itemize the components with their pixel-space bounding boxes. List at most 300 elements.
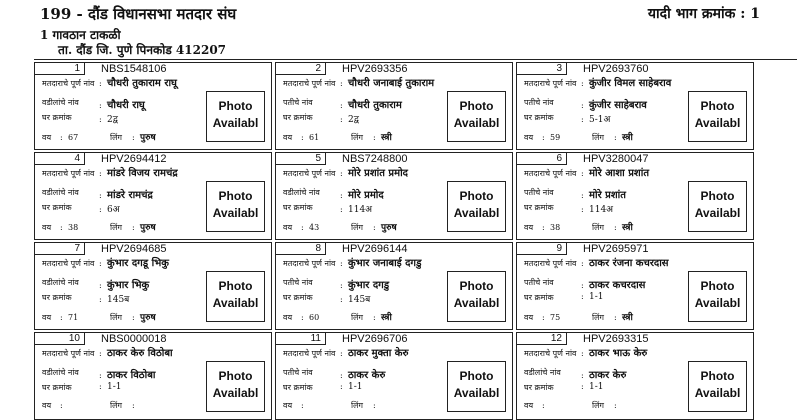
elector-name-row — [283, 169, 446, 179]
elector-name: मांडरे विजय रामचंद्र — [107, 168, 178, 179]
part-number-label: यादी भाग क्रमांक : 1 — [647, 6, 760, 22]
relation-row — [42, 97, 145, 111]
gender-value: स्त्री — [381, 133, 392, 143]
elector-name-row — [42, 349, 205, 359]
colon: : — [373, 223, 376, 232]
photo-text-line1: Photo — [459, 189, 494, 203]
gender-value: स्त्री — [622, 313, 633, 323]
colon: : — [99, 259, 102, 268]
relation-row — [524, 277, 645, 291]
colon: : — [373, 133, 376, 142]
age-label: वय — [524, 313, 534, 322]
relation-row — [283, 277, 389, 291]
voter-card — [34, 242, 272, 330]
photo-placeholder — [688, 181, 747, 232]
colon: : — [132, 313, 135, 322]
age-gender-row — [524, 130, 633, 143]
house-label: घर क्रमांक — [42, 203, 72, 212]
epic-number: HPV2694412 — [101, 153, 167, 165]
colon: : — [542, 313, 545, 322]
photo-text-line2: Availabl — [212, 386, 259, 400]
colon: : — [581, 371, 584, 380]
photo-placeholder — [688, 361, 747, 412]
age-value: 61 — [309, 133, 320, 142]
relation-row — [283, 97, 402, 111]
age-label: वय — [283, 133, 293, 142]
voter-card — [275, 332, 513, 420]
age-gender-row — [283, 310, 392, 323]
photo-placeholder — [447, 361, 506, 412]
age-gender-row — [283, 130, 392, 143]
voter-card — [516, 62, 754, 150]
colon: : — [301, 313, 304, 322]
colon: : — [99, 169, 102, 178]
colon: : — [340, 79, 343, 88]
relation-row — [42, 277, 149, 291]
photo-placeholder — [206, 181, 265, 232]
serial-number: 9 — [517, 243, 567, 255]
relation-name: कुंभार दगडु — [348, 280, 390, 291]
age-value: 75 — [550, 313, 561, 322]
card-header — [35, 63, 271, 76]
gender-label: लिंग — [592, 313, 604, 322]
relation-row — [42, 187, 153, 201]
relation-row — [524, 367, 626, 381]
age-gender-row — [42, 130, 156, 143]
relation-name: ठाकर कचरदास — [589, 280, 646, 291]
age-gender-row — [283, 400, 381, 411]
house-number: 145ब — [348, 295, 371, 305]
epic-number: HPV2693356 — [342, 63, 408, 75]
age-label: वय — [42, 223, 52, 232]
elector-name: ठाकर रंजना कचरदास — [589, 258, 669, 269]
elector-name-label: मतदाराचे पूर्ण नांव — [283, 169, 336, 178]
gender-value: स्त्री — [381, 313, 392, 323]
colon: : — [340, 205, 343, 214]
card-header — [276, 153, 512, 166]
age-gender-row — [283, 220, 397, 233]
voter-card — [275, 62, 513, 150]
colon: : — [373, 401, 376, 410]
age-label: वय — [42, 313, 52, 322]
voter-card — [516, 152, 754, 240]
relation-label: पतीचे नांव — [283, 98, 313, 107]
village-name: 1 गावठान टाकळी — [40, 28, 121, 42]
relation-label: वडीलांचे नांव — [524, 368, 561, 377]
age-label: वय — [283, 223, 293, 232]
photo-text-line2: Availabl — [453, 386, 500, 400]
epic-number: NBS0000018 — [101, 333, 167, 345]
elector-name-row — [283, 349, 446, 359]
photo-text-line1: Photo — [218, 279, 253, 293]
elector-name-row — [42, 259, 205, 269]
serial-number: 6 — [517, 153, 567, 165]
colon: : — [340, 115, 343, 124]
house-number: 2द्व — [107, 115, 118, 125]
epic-number: HPV3280047 — [583, 153, 649, 165]
elector-name: चौधरी तुकाराम राघू — [107, 78, 177, 89]
relation-name: मोरे प्रशांत — [589, 190, 626, 201]
age-gender-row — [524, 310, 633, 323]
photo-placeholder — [447, 91, 506, 142]
house-label: घर क्रमांक — [42, 293, 72, 302]
house-row — [283, 112, 359, 125]
elector-name: कुंजीर विमल साहेबराव — [589, 78, 672, 89]
voter-card — [275, 242, 513, 330]
elector-name: ठाकर केरु विठोबा — [107, 348, 173, 359]
house-row — [524, 112, 610, 125]
colon: : — [60, 401, 63, 410]
gender-label: लिंग — [351, 223, 363, 232]
age-value: 60 — [309, 313, 320, 322]
elector-name-row — [524, 259, 687, 269]
colon: : — [581, 281, 584, 290]
age-gender-row — [42, 220, 156, 233]
photo-text-line2: Availabl — [694, 116, 741, 130]
colon: : — [614, 223, 617, 232]
age-label: वय — [283, 401, 293, 410]
elector-name: कुंभार जनाबाई दगडु — [348, 258, 422, 269]
colon: : — [99, 115, 102, 124]
photo-placeholder — [206, 91, 265, 142]
gender-label: लिंग — [110, 223, 122, 232]
serial-number: 2 — [276, 63, 326, 75]
house-number: 1-1 — [589, 292, 604, 302]
card-header — [35, 243, 271, 256]
epic-number: NBS1548106 — [101, 63, 167, 75]
card-header — [517, 63, 753, 76]
photo-text-line1: Photo — [459, 99, 494, 113]
gender-label: लिंग — [110, 133, 122, 142]
age-value: 43 — [309, 223, 320, 232]
relation-label: पतीचे नांव — [283, 368, 313, 377]
relation-name: ठाकर विठोबा — [107, 370, 156, 381]
elector-name-row — [42, 79, 205, 89]
house-label: घर क्रमांक — [524, 203, 554, 212]
house-label: घर क्रमांक — [524, 293, 554, 302]
house-row — [524, 382, 604, 393]
relation-name: चौधरी राघू — [107, 100, 145, 111]
elector-name-label: मतदाराचे पूर्ण नांव — [42, 79, 95, 88]
house-row — [42, 112, 118, 125]
photo-text-line1: Photo — [459, 369, 494, 383]
colon: : — [581, 382, 584, 391]
colon: : — [99, 281, 102, 290]
colon: : — [99, 191, 102, 200]
house-number: 1-1 — [589, 382, 604, 392]
relation-label: वडीलांचे नांव — [283, 188, 320, 197]
colon: : — [60, 133, 63, 142]
page-header — [40, 4, 780, 24]
elector-name-row — [283, 79, 446, 89]
elector-name-row — [524, 349, 687, 359]
colon: : — [132, 223, 135, 232]
elector-name-label: मतदाराचे पूर्ण नांव — [524, 349, 577, 358]
house-label: घर क्रमांक — [283, 293, 313, 302]
serial-number: 4 — [35, 153, 85, 165]
card-header — [276, 333, 512, 346]
age-label: वय — [524, 401, 534, 410]
voter-card — [34, 152, 272, 240]
relation-name: मांडरे रामचंद्र — [107, 190, 153, 201]
colon: : — [581, 79, 584, 88]
card-header — [517, 243, 753, 256]
age-value: 71 — [68, 313, 79, 322]
assembly-title: 199 - दौंड विधानसभा मतदार संघ — [40, 5, 237, 23]
card-header — [35, 333, 271, 346]
colon: : — [301, 223, 304, 232]
relation-label: पतीचे नांव — [524, 98, 554, 107]
colon: : — [340, 191, 343, 200]
elector-name: मोरे आशा प्रशांत — [589, 168, 650, 179]
colon: : — [581, 349, 584, 358]
photo-text-line1: Photo — [218, 99, 253, 113]
colon: : — [581, 191, 584, 200]
house-label: घर क्रमांक — [283, 383, 313, 392]
card-header — [276, 243, 512, 256]
colon: : — [340, 169, 343, 178]
relation-name: मोरे प्रमोद — [348, 190, 384, 201]
photo-text-line2: Availabl — [453, 296, 500, 310]
age-gender-row — [524, 220, 633, 233]
colon: : — [60, 313, 63, 322]
house-number: 1-1 — [348, 382, 363, 392]
age-value: 67 — [68, 133, 79, 142]
gender-label: लिंग — [592, 401, 604, 410]
elector-name-row — [283, 259, 446, 269]
elector-name: ठाकर भाऊ केरु — [589, 348, 648, 359]
epic-number: HPV2696706 — [342, 333, 408, 345]
serial-number: 1 — [35, 63, 85, 75]
colon: : — [99, 371, 102, 380]
gender-value: पुरुष — [140, 313, 156, 323]
colon: : — [581, 101, 584, 110]
voter-card — [516, 242, 754, 330]
colon: : — [614, 313, 617, 322]
relation-row — [283, 187, 384, 201]
house-row — [283, 382, 363, 393]
voter-card — [516, 332, 754, 420]
gender-label: लिंग — [351, 133, 363, 142]
colon: : — [340, 371, 343, 380]
gender-value: पुरुष — [140, 223, 156, 233]
relation-row — [524, 97, 647, 111]
photo-text-line2: Availabl — [453, 206, 500, 220]
photo-text-line2: Availabl — [212, 296, 259, 310]
age-label: वय — [42, 133, 52, 142]
elector-name-row — [524, 169, 687, 179]
house-number: 2द्व — [348, 115, 359, 125]
card-header — [276, 63, 512, 76]
photo-text-line2: Availabl — [694, 386, 741, 400]
elector-name-row — [42, 169, 205, 179]
relation-row — [283, 367, 385, 381]
house-label: घर क्रमांक — [42, 383, 72, 392]
gender-label: लिंग — [110, 313, 122, 322]
gender-label: लिंग — [110, 401, 122, 410]
serial-number: 5 — [276, 153, 326, 165]
relation-row — [42, 367, 156, 381]
elector-name-label: मतदाराचे पूर्ण नांव — [42, 349, 95, 358]
colon: : — [542, 133, 545, 142]
age-value: 38 — [68, 223, 79, 232]
colon: : — [581, 115, 584, 124]
elector-name-label: मतदाराचे पूर्ण नांव — [283, 349, 336, 358]
gender-value: स्त्री — [622, 133, 633, 143]
house-number: 114अ — [348, 205, 373, 215]
relation-name: चौधरी तुकाराम — [348, 100, 402, 111]
relation-name: कुंभार भिकु — [107, 280, 150, 291]
photo-placeholder — [447, 181, 506, 232]
colon: : — [99, 349, 102, 358]
photo-placeholder — [688, 91, 747, 142]
age-gender-row — [42, 310, 156, 323]
colon: : — [581, 292, 584, 301]
elector-name-row — [524, 79, 687, 89]
elector-name: ठाकर मुक्ता केरु — [348, 348, 409, 359]
serial-number: 10 — [35, 333, 85, 345]
colon: : — [60, 223, 63, 232]
colon: : — [581, 205, 584, 214]
photo-text-line1: Photo — [700, 279, 735, 293]
colon: : — [340, 382, 343, 391]
house-row — [42, 382, 122, 393]
elector-name: चौधरी जनाबाई तुकाराम — [348, 78, 435, 89]
colon: : — [132, 401, 135, 410]
colon: : — [99, 101, 102, 110]
age-value: 38 — [550, 223, 561, 232]
colon: : — [581, 169, 584, 178]
age-value: 59 — [550, 133, 561, 142]
relation-label: पतीचे नांव — [283, 278, 313, 287]
house-row — [283, 202, 372, 215]
address-line: ता. दौंड जि. पुणे पिनकोड 412207 — [58, 43, 227, 57]
relation-name: ठाकर केरु — [348, 370, 386, 381]
house-number: 5-1अ — [589, 115, 611, 125]
gender-value: पुरुष — [381, 223, 397, 233]
colon: : — [614, 401, 617, 410]
house-label: घर क्रमांक — [283, 113, 313, 122]
epic-number: HPV2694685 — [101, 243, 167, 255]
relation-row — [524, 187, 626, 201]
photo-text-line1: Photo — [218, 189, 253, 203]
relation-label: पतीचे नांव — [524, 188, 554, 197]
elector-name-label: मतदाराचे पूर्ण नांव — [524, 259, 577, 268]
relation-label: वडीलांचे नांव — [42, 98, 79, 107]
gender-label: लिंग — [351, 401, 363, 410]
serial-number: 11 — [276, 333, 326, 345]
colon: : — [99, 295, 102, 304]
relation-label: पतीचे नांव — [524, 278, 554, 287]
house-label: घर क्रमांक — [283, 203, 313, 212]
elector-name: कुंभार दगडू भिकु — [107, 258, 169, 269]
colon: : — [340, 259, 343, 268]
house-number: 1-1 — [107, 382, 122, 392]
age-gender-row — [42, 400, 140, 411]
house-row — [524, 202, 613, 215]
photo-text-line1: Photo — [700, 189, 735, 203]
colon: : — [340, 281, 343, 290]
voter-card-grid — [34, 59, 797, 419]
gender-value: स्त्री — [622, 223, 633, 233]
gender-label: लिंग — [592, 133, 604, 142]
photo-text-line1: Photo — [218, 369, 253, 383]
colon: : — [340, 101, 343, 110]
photo-placeholder — [447, 271, 506, 322]
photo-text-line1: Photo — [700, 369, 735, 383]
serial-number: 8 — [276, 243, 326, 255]
photo-placeholder — [688, 271, 747, 322]
colon: : — [99, 382, 102, 391]
colon: : — [542, 401, 545, 410]
house-label: घर क्रमांक — [524, 383, 554, 392]
card-header — [517, 333, 753, 346]
voter-card — [34, 332, 272, 420]
photo-text-line1: Photo — [459, 279, 494, 293]
elector-name-label: मतदाराचे पूर्ण नांव — [283, 79, 336, 88]
elector-name-label: मतदाराचे पूर्ण नांव — [42, 259, 95, 268]
colon: : — [340, 349, 343, 358]
photo-text-line2: Availabl — [694, 206, 741, 220]
elector-name-label: मतदाराचे पूर्ण नांव — [283, 259, 336, 268]
card-header — [517, 153, 753, 166]
serial-number: 3 — [517, 63, 567, 75]
photo-text-line1: Photo — [700, 99, 735, 113]
epic-number: NBS7248800 — [342, 153, 408, 165]
colon: : — [99, 79, 102, 88]
photo-placeholder — [206, 271, 265, 322]
photo-text-line2: Availabl — [212, 116, 259, 130]
relation-label: वडीलांचे नांव — [42, 188, 79, 197]
elector-name-label: मतदाराचे पूर्ण नांव — [42, 169, 95, 178]
gender-value: पुरुष — [140, 133, 156, 143]
epic-number: HPV2693760 — [583, 63, 649, 75]
house-number: 6अ — [107, 205, 120, 215]
colon: : — [301, 133, 304, 142]
age-label: वय — [524, 133, 534, 142]
age-label: वय — [524, 223, 534, 232]
photo-text-line2: Availabl — [694, 296, 741, 310]
age-gender-row — [524, 400, 622, 411]
epic-number: HPV2695971 — [583, 243, 649, 255]
house-row — [42, 292, 129, 305]
colon: : — [99, 205, 102, 214]
voter-card — [275, 152, 513, 240]
voter-card — [34, 62, 272, 150]
relation-name: कुंजीर साहेबराव — [589, 100, 647, 111]
colon: : — [581, 259, 584, 268]
relation-label: वडीलांचे नांव — [42, 368, 79, 377]
serial-number: 7 — [35, 243, 85, 255]
card-header — [35, 153, 271, 166]
epic-number: HPV2693315 — [583, 333, 649, 345]
colon: : — [542, 223, 545, 232]
photo-text-line2: Availabl — [212, 206, 259, 220]
gender-label: लिंग — [592, 223, 604, 232]
age-label: वय — [42, 401, 52, 410]
age-label: वय — [283, 313, 293, 322]
house-label: घर क्रमांक — [524, 113, 554, 122]
colon: : — [614, 133, 617, 142]
serial-number: 12 — [517, 333, 567, 345]
relation-label: वडीलांचे नांव — [42, 278, 79, 287]
house-row — [524, 292, 604, 303]
elector-name: मोरे प्रशांत प्रमोद — [348, 168, 408, 179]
house-number: 145ब — [107, 295, 130, 305]
photo-placeholder — [206, 361, 265, 412]
house-row — [42, 202, 120, 215]
house-row — [283, 292, 370, 305]
